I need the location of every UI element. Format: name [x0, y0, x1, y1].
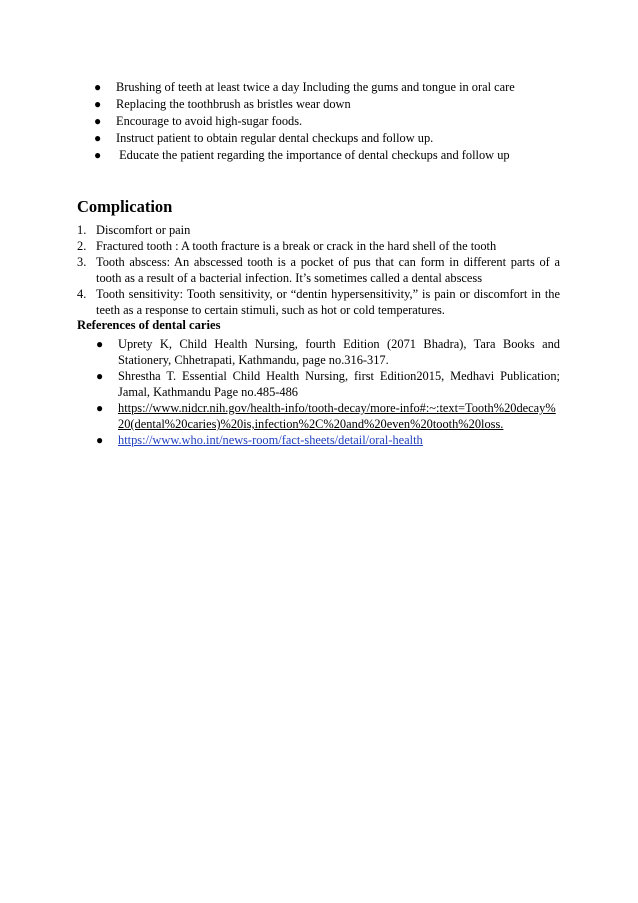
list-item [0, 238, 638, 254]
list-item [0, 130, 638, 147]
reference-link-who[interactable]: https://www.who.int/news-room/fact-sheets/detail/oral-health [118, 433, 423, 447]
reference-link-nidcr[interactable]: https://www.nidcr.nih.gov/health-info/tooth-decay/more-info#:~:text=Tooth%20decay%20(dental%20caries)%20is,infection%2C%20and%20even%20tooth%20loss [118, 401, 556, 431]
list-item [0, 286, 638, 318]
list-item-text: Fractured tooth : A tooth fracture is a break or crack in the hard shell of the tooth [96, 239, 497, 253]
list-item-text: Discomfort or pain [96, 223, 191, 237]
prevention-bullet-list [0, 79, 638, 164]
list-item [0, 147, 638, 164]
bullet-icon: ● [96, 433, 104, 447]
list-item [0, 79, 638, 96]
list-item [0, 222, 638, 238]
references-list [0, 336, 638, 448]
bullet-icon: ● [94, 148, 102, 162]
reference-item [0, 432, 638, 448]
list-item [0, 254, 638, 286]
bullet-icon: ● [94, 80, 102, 94]
list-number: 2. [77, 239, 87, 253]
list-item [0, 113, 638, 130]
list-number: 4. [77, 287, 87, 301]
list-number: 3. [77, 255, 87, 269]
list-item-text: Instruct patient to obtain regular dental checkups and follow up. [116, 131, 434, 145]
bullet-icon: ● [96, 401, 104, 415]
bullet-icon: ● [96, 337, 104, 351]
list-item [0, 96, 638, 113]
list-item-text: Brushing of teeth at least twice a day Including the gums and tongue in oral care [116, 80, 515, 94]
references-heading: References of dental caries [77, 318, 221, 332]
list-item-text: Replacing the toothbrush as bristles wear down [116, 97, 351, 111]
list-item-text: Educate the patient regarding the importance of dental checkups and follow up [116, 148, 510, 162]
bullet-icon: ● [96, 369, 104, 383]
list-item-text: Tooth sensitivity: Tooth sensitivity, or “dentin hypersensitivity,” is pain or discomfort in the teeth as a response to certain stimuli, such as hot or cold temperatures. [96, 287, 560, 317]
reference-item [0, 400, 638, 432]
bullet-icon: ● [94, 114, 102, 128]
reference-text: Uprety K, Child Health Nursing, fourth Edition (2071 Bhadra), Tara Books and Stationery, Chhetrapati, Kathmandu, page no.316-317. [118, 337, 560, 367]
list-item-text: Tooth abscess: An abscessed tooth is a pocket of pus that can form in different parts of a tooth as a result of a bacterial infection. It’s sometimes called a dental abscess [96, 255, 560, 285]
complication-heading: Complication [77, 197, 173, 216]
reference-item [0, 336, 638, 368]
reference-text: Shrestha T. Essential Child Health Nursing, first Edition2015, Medhavi Publication; Jamal, Kathmandu Page no.485-486 [118, 369, 560, 399]
bullet-icon: ● [94, 131, 102, 145]
list-item-text: Encourage to avoid high-sugar foods. [116, 114, 303, 128]
reference-item [0, 368, 638, 400]
bullet-icon: ● [94, 97, 102, 111]
complication-list [0, 222, 638, 318]
reference-suffix: . [500, 417, 504, 431]
list-number: 1. [77, 223, 87, 237]
